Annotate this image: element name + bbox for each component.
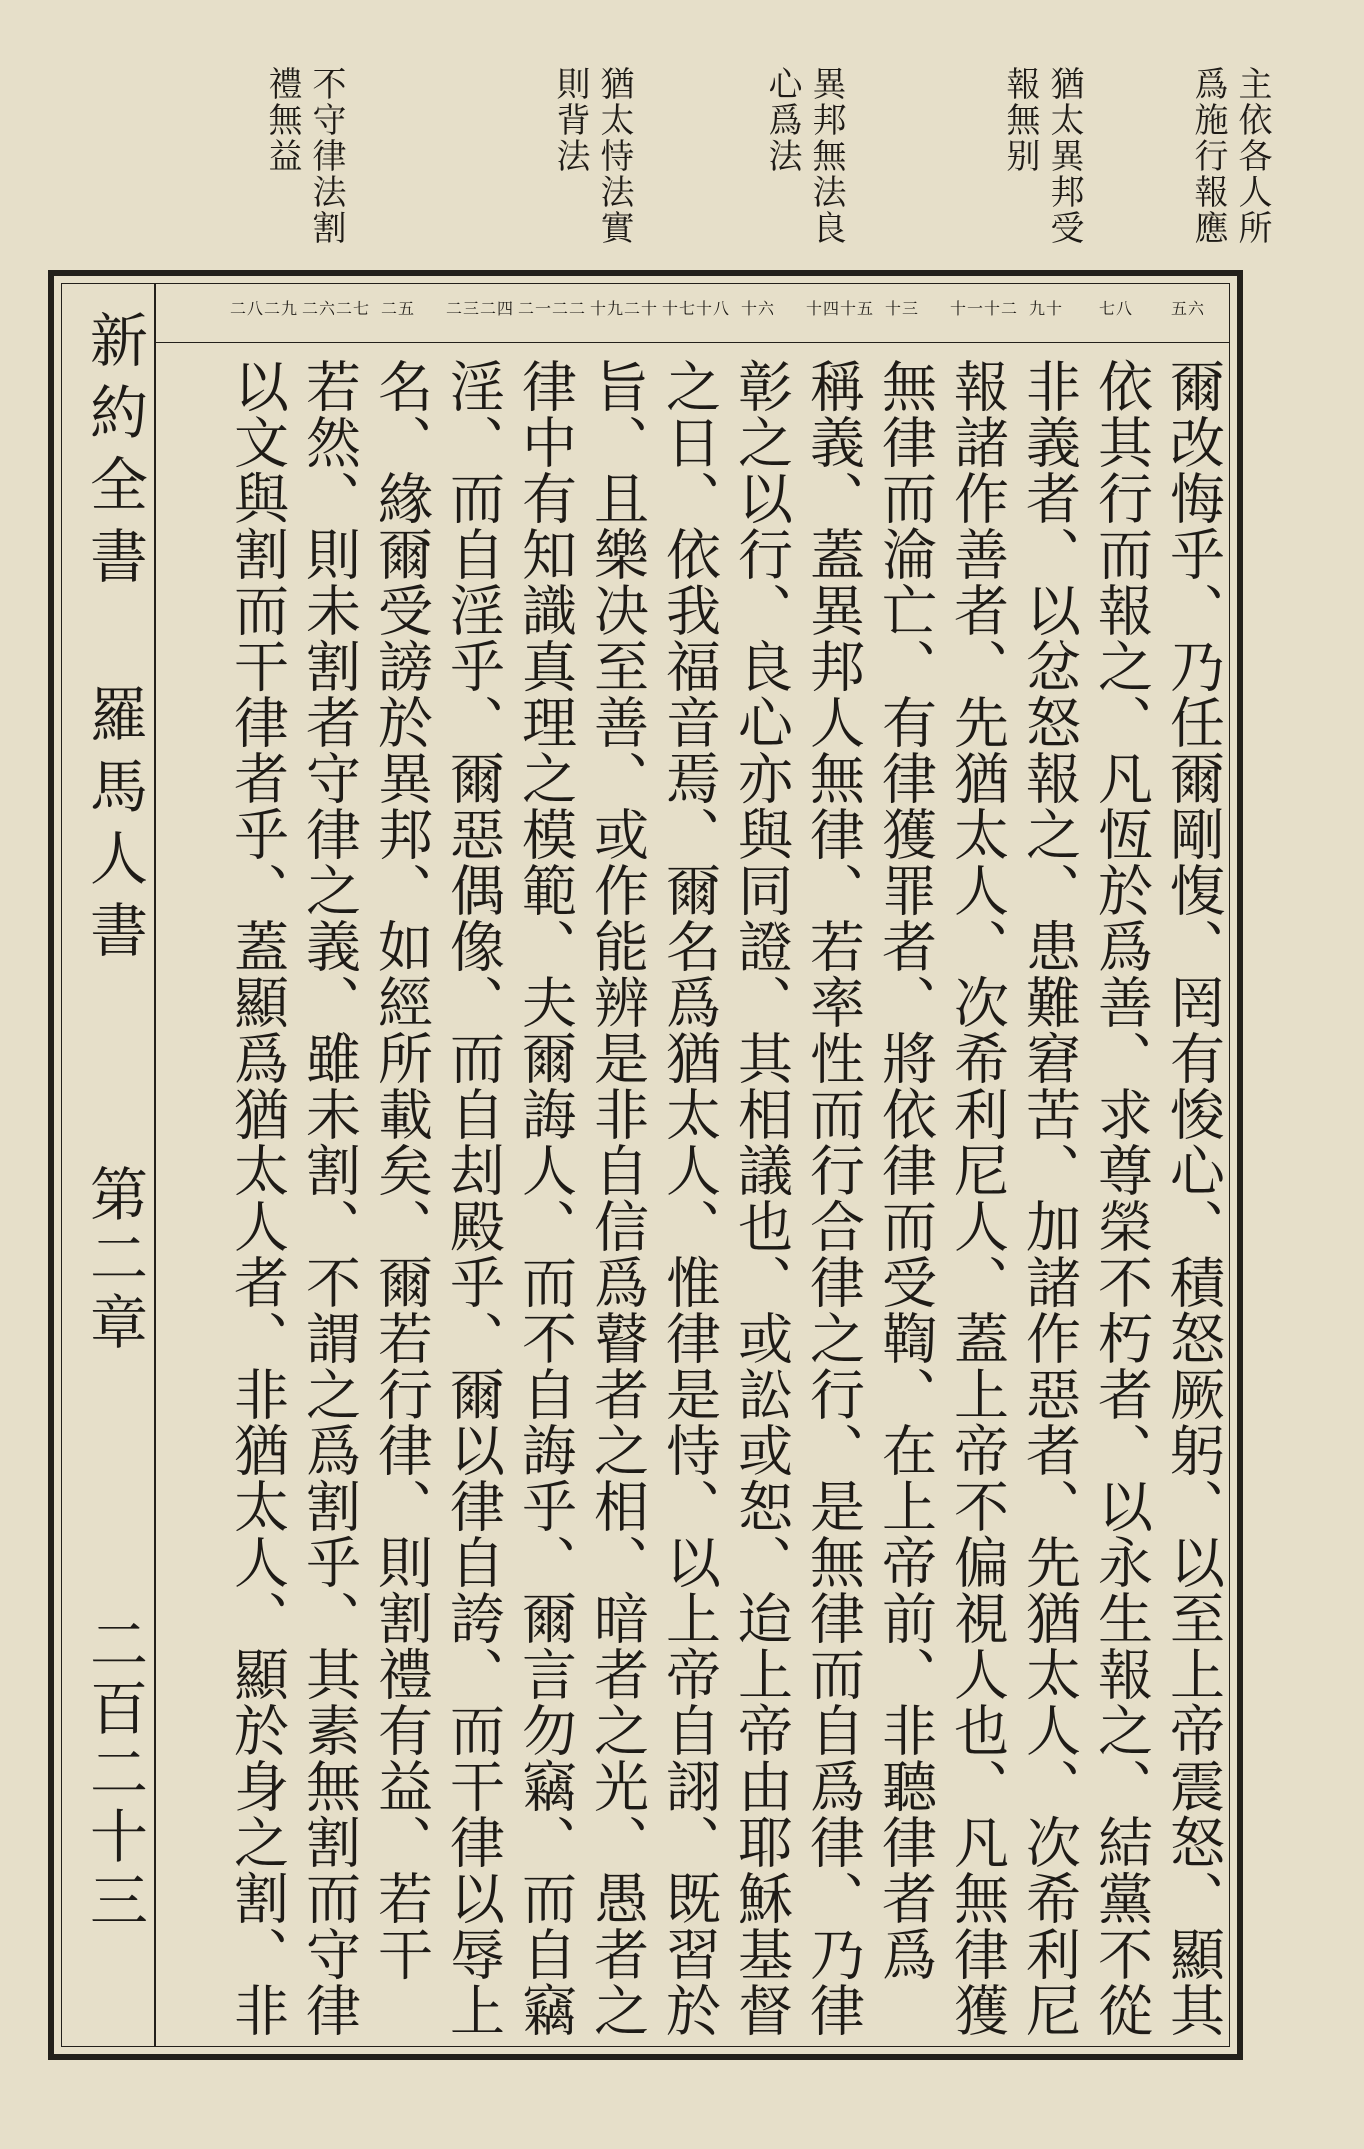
verse-number: 五六 bbox=[1170, 299, 1205, 318]
verse-number: 二八二九 bbox=[230, 299, 299, 318]
sidebar bbox=[62, 284, 156, 2046]
verse-number: 二五 bbox=[380, 299, 415, 318]
verse-number: 十六 bbox=[740, 299, 775, 318]
header-notes bbox=[260, 66, 1272, 266]
verse-number: 二六二七 bbox=[302, 299, 371, 318]
book-title: 羅馬人書 bbox=[80, 684, 148, 972]
text-column: 旨、且樂决至善、或作能辨是非自信爲瞽者之相、暗者之光、愚者之 bbox=[585, 358, 649, 2038]
text-frame bbox=[48, 270, 1243, 2060]
verse-number: 十九二十 bbox=[590, 299, 659, 318]
book-collection-title: 新約全書 bbox=[80, 310, 148, 598]
text-column: 淫、而自淫乎、爾惡偶像、而自刦殿乎、爾以律自誇、而干律以辱上 bbox=[441, 358, 505, 2038]
verse-number: 七八 bbox=[1098, 299, 1133, 318]
text-column: 依其行而報之、凡恆於爲善、求尊榮不朽者、以永生報之、結黨不從 bbox=[1089, 358, 1153, 2038]
verse-number: 二三二四 bbox=[446, 299, 515, 318]
text-column: 若然、則未割者守律之義、雖未割、不謂之爲割乎、其素無割而守律 bbox=[297, 358, 361, 2038]
chapter-label: 第二章 bbox=[80, 1164, 148, 1356]
header-note: 不守律法割禮無益 bbox=[262, 66, 346, 246]
verse-number: 九十 bbox=[1028, 299, 1063, 318]
text-column: 無律而淪亡、有律獲罪者、將依律而受鞫、在上帝前、非聽律者爲 bbox=[873, 358, 937, 1982]
text-column: 之日、依我福音焉、爾名爲猶太人、惟律是恃、以上帝自詡、既習於 bbox=[657, 358, 721, 2038]
text-column: 稱義、蓋異邦人無律、若率性而行合律之行、是無律而自爲律、乃律 bbox=[801, 358, 865, 2038]
verse-number: 二一二二 bbox=[518, 299, 587, 318]
text-frame-inner bbox=[61, 283, 1230, 2047]
text-column: 律中有知識真理之模範、夫爾誨人、而不自誨乎、爾言勿竊、而自竊 bbox=[513, 358, 577, 2038]
text-column: 爾改悔乎、乃任爾剛愎、罔有悛心、積怒厥躬、以至上帝震怒、顯其 bbox=[1161, 358, 1225, 2038]
text-column: 以文與割而干律者乎、蓋顯爲猶太人者、非猶太人、顯於身之割、非 bbox=[225, 358, 289, 2038]
header-note: 主依各人所爲施行報應 bbox=[1188, 66, 1272, 246]
text-column: 彰之以行、良心亦與同證、其相議也、或訟或恕、迨上帝由耶穌基督 bbox=[729, 358, 793, 2038]
page-number: 二百二十三 bbox=[80, 1614, 148, 1934]
text-column: 報諸作善者、先猶太人、次希利尼人、蓋上帝不偏視人也、凡無律獲 bbox=[945, 358, 1009, 2038]
header-note: 猶太異邦受報無别 bbox=[1000, 66, 1084, 246]
verse-number: 十一十二 bbox=[950, 299, 1019, 318]
text-column: 名、緣爾受謗於異邦、如經所載矣、爾若行律、則割禮有益、若干 bbox=[369, 358, 433, 1982]
verse-number-strip bbox=[154, 284, 1229, 343]
header-note: 猶太恃法實則背法 bbox=[550, 66, 634, 246]
verse-number: 十七十八 bbox=[662, 299, 731, 318]
scripture-text bbox=[154, 342, 1229, 2046]
verse-number: 十四十五 bbox=[806, 299, 875, 318]
text-column: 非義者、以忿怒報之、患難窘苦、加諸作惡者、先猶太人、次希利尼 bbox=[1017, 358, 1081, 2038]
verse-number: 十三 bbox=[884, 299, 919, 318]
header-note: 異邦無法良心爲法 bbox=[762, 66, 846, 246]
